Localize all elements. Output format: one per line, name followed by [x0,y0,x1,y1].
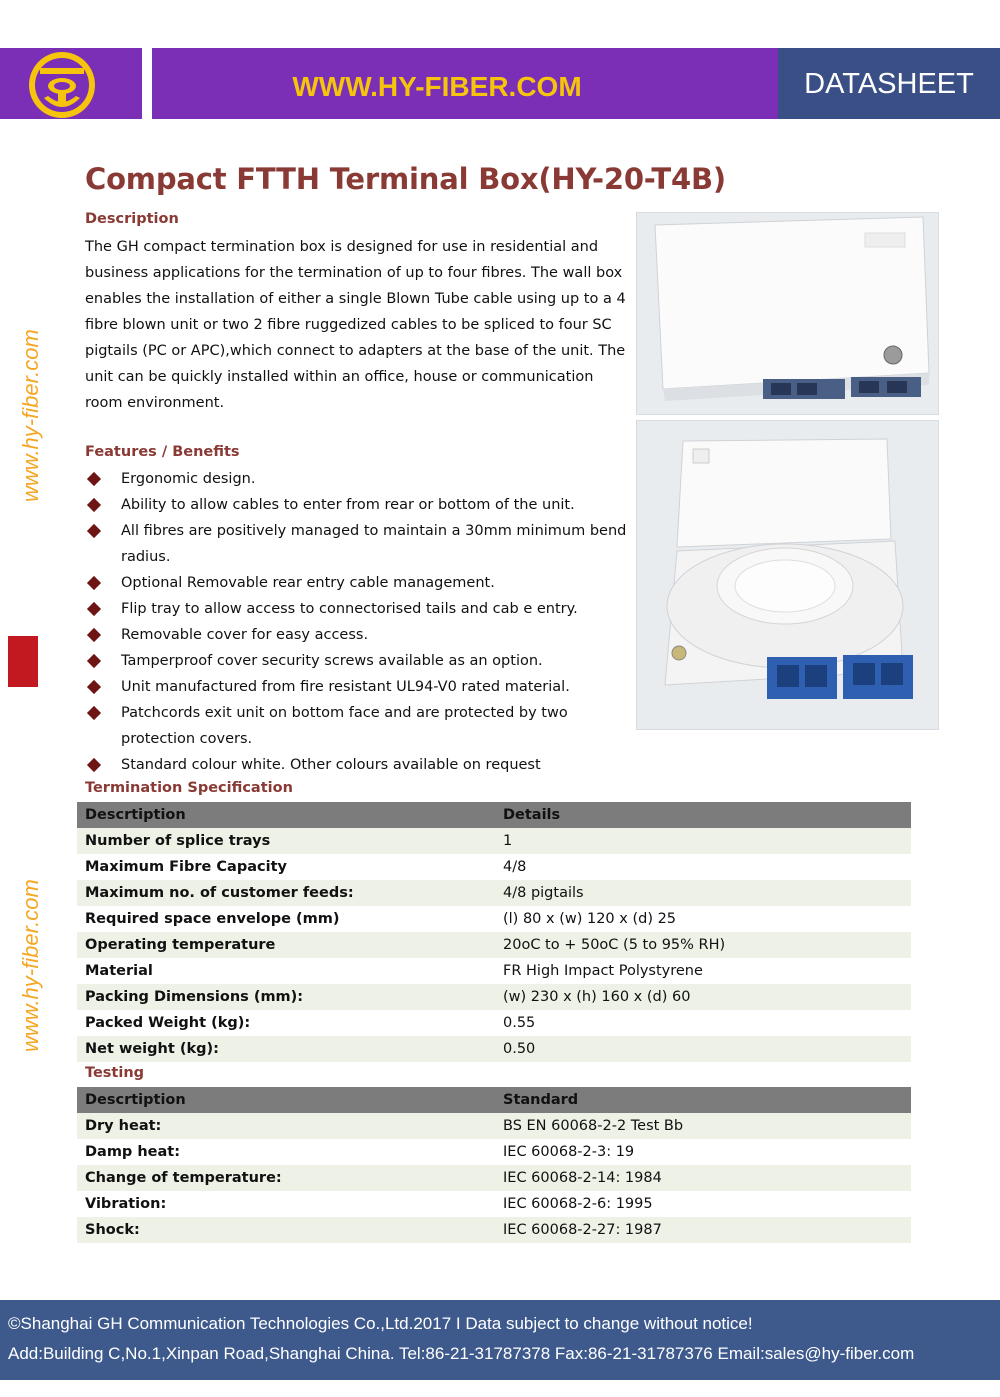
side-red-marker [8,636,38,687]
description-line: pigtails (PC or APC),which connect to adapters at the base of the unit. The [85,343,626,359]
table-row [77,932,911,958]
row-value: 4/8 [495,854,911,880]
feature-text: Flip tray to allow access to connectorised tails and cab e entry. [121,601,578,617]
terminal-box-closed-image [637,213,938,414]
column-header: Descrtiption [77,1087,495,1113]
termination-heading: Termination Specification [85,780,293,796]
description-line: The GH compact termination box is designed for use in residential and [85,239,599,255]
website-url[interactable]: WWW.HY-FIBER.COM [292,71,582,102]
feature-text: Optional Removable rear entry cable management. [121,575,495,591]
diamond-bullet-icon [87,758,101,772]
terminal-box-open-image [637,421,938,729]
column-header: Descrtiption [77,802,495,828]
row-label: Packed Weight (kg): [77,1010,495,1036]
list-item [85,492,630,518]
feature-text: Standard colour white. Other colours available on request [121,757,541,773]
footer-contact: Add:Building C,No.1,Xinpan Road,Shanghai China. Tel:86-21-31787378 Fax:86-21-31787376 Email:sales@hy-fiber.com [8,1344,915,1363]
table-row [77,1113,911,1139]
testing-heading: Testing [85,1065,145,1081]
row-label: Net weight (kg): [77,1036,495,1062]
row-label: Vibration: [77,1191,495,1217]
table-row [77,1139,911,1165]
features-heading: Features / Benefits [85,444,240,460]
table-row [77,880,911,906]
row-value: IEC 60068-2-3: 19 [495,1139,911,1165]
feature-text: Ability to allow cables to enter from rear or bottom of the unit. [121,497,575,513]
list-item [85,752,630,778]
row-label: Change of temperature: [77,1165,495,1191]
row-value: IEC 60068-2-6: 1995 [495,1191,911,1217]
description-line: unit can be quickly installed within an office, house or communication [85,369,594,385]
description-line: enables the installation of either a single Blown Tube cable using up to a 4 [85,291,626,307]
testing-table [77,1087,911,1243]
row-label: Dry heat: [77,1113,495,1139]
row-label: Packing Dimensions (mm): [77,984,495,1010]
feature-text: Removable cover for easy access. [121,627,369,643]
column-header: Standard [495,1087,911,1113]
table-row [77,1165,911,1191]
row-value: (w) 230 x (h) 160 x (d) 60 [495,984,911,1010]
row-label: Operating temperature [77,932,495,958]
features-list [85,466,630,778]
list-item [85,570,630,596]
datasheet-banner [778,48,1000,119]
diamond-bullet-icon [87,706,101,720]
row-label: Number of splice trays [77,828,495,854]
side-watermark-top: www.hy-fiber.com [18,329,43,502]
row-value: 20oC to + 50oC (5 to 95% RH) [495,932,911,958]
table-row [77,906,911,932]
list-item [85,674,630,700]
row-value: BS EN 60068-2-2 Test Bb [495,1113,911,1139]
feature-text: Ergonomic design. [121,471,256,487]
row-label: Damp heat: [77,1139,495,1165]
diamond-bullet-icon [87,602,101,616]
diamond-bullet-icon [87,472,101,486]
row-value: 4/8 pigtails [495,880,911,906]
diamond-bullet-icon [87,576,101,590]
logo-emblem-icon [0,48,142,119]
row-label: Maximum no. of customer feeds: [77,880,495,906]
table-row [77,1191,911,1217]
diamond-bullet-icon [87,498,101,512]
table-row [77,984,911,1010]
feature-text: Unit manufactured from fire resistant UL94-V0 rated material. [121,679,570,695]
diamond-bullet-icon [87,524,101,538]
row-value: IEC 60068-2-27: 1987 [495,1217,911,1243]
table-row [77,1217,911,1243]
list-item [85,700,630,752]
termination-table [77,802,911,1062]
row-value: IEC 60068-2-14: 1984 [495,1165,911,1191]
diamond-bullet-icon [87,680,101,694]
feature-text: Patchcords exit unit on bottom face and are protected by two protection covers. [121,705,568,747]
product-photo-open [636,420,939,730]
description-line: business applications for the termination of up to four fibres. The wall box [85,265,623,281]
table-header-row [77,802,911,828]
column-header: Details [495,802,911,828]
row-value: 0.55 [495,1010,911,1036]
table-row [77,828,911,854]
list-item [85,622,630,648]
page-header [0,48,1000,119]
product-photo-closed [636,212,939,415]
row-value: FR High Impact Polystyrene [495,958,911,984]
table-row [77,1010,911,1036]
company-logo [0,48,142,119]
page-title: Compact FTTH Terminal Box(HY-20-T4B) [85,162,726,196]
feature-text: All fibres are positively managed to maintain a 30mm minimum bend radius. [121,523,627,565]
diamond-bullet-icon [87,654,101,668]
datasheet-label: DATASHEET [804,68,974,100]
description-line: fibre blown unit or two 2 fibre ruggedized cables to be spliced to four SC [85,317,612,333]
website-banner [152,48,778,119]
page-footer [0,1300,1000,1380]
row-label: Required space envelope (mm) [77,906,495,932]
row-value: 0.50 [495,1036,911,1062]
table-row [77,1036,911,1062]
row-label: Maximum Fibre Capacity [77,854,495,880]
footer-copyright: ©Shanghai GH Communication Technologies Co.,Ltd.2017 I Data subject to change without notice! [8,1314,753,1333]
description-heading: Description [85,211,179,227]
table-header-row [77,1087,911,1113]
diamond-bullet-icon [87,628,101,642]
list-item [85,466,630,492]
row-value: (l) 80 x (w) 120 x (d) 25 [495,906,911,932]
feature-text: Tamperproof cover security screws available as an option. [121,653,543,669]
list-item [85,596,630,622]
list-item [85,648,630,674]
row-value: 1 [495,828,911,854]
description-text [85,234,625,416]
table-row [77,854,911,880]
description-line: room environment. [85,395,225,411]
row-label: Material [77,958,495,984]
side-watermark-bottom: www.hy-fiber.com [18,879,43,1052]
list-item [85,518,630,570]
row-label: Shock: [77,1217,495,1243]
table-row [77,958,911,984]
